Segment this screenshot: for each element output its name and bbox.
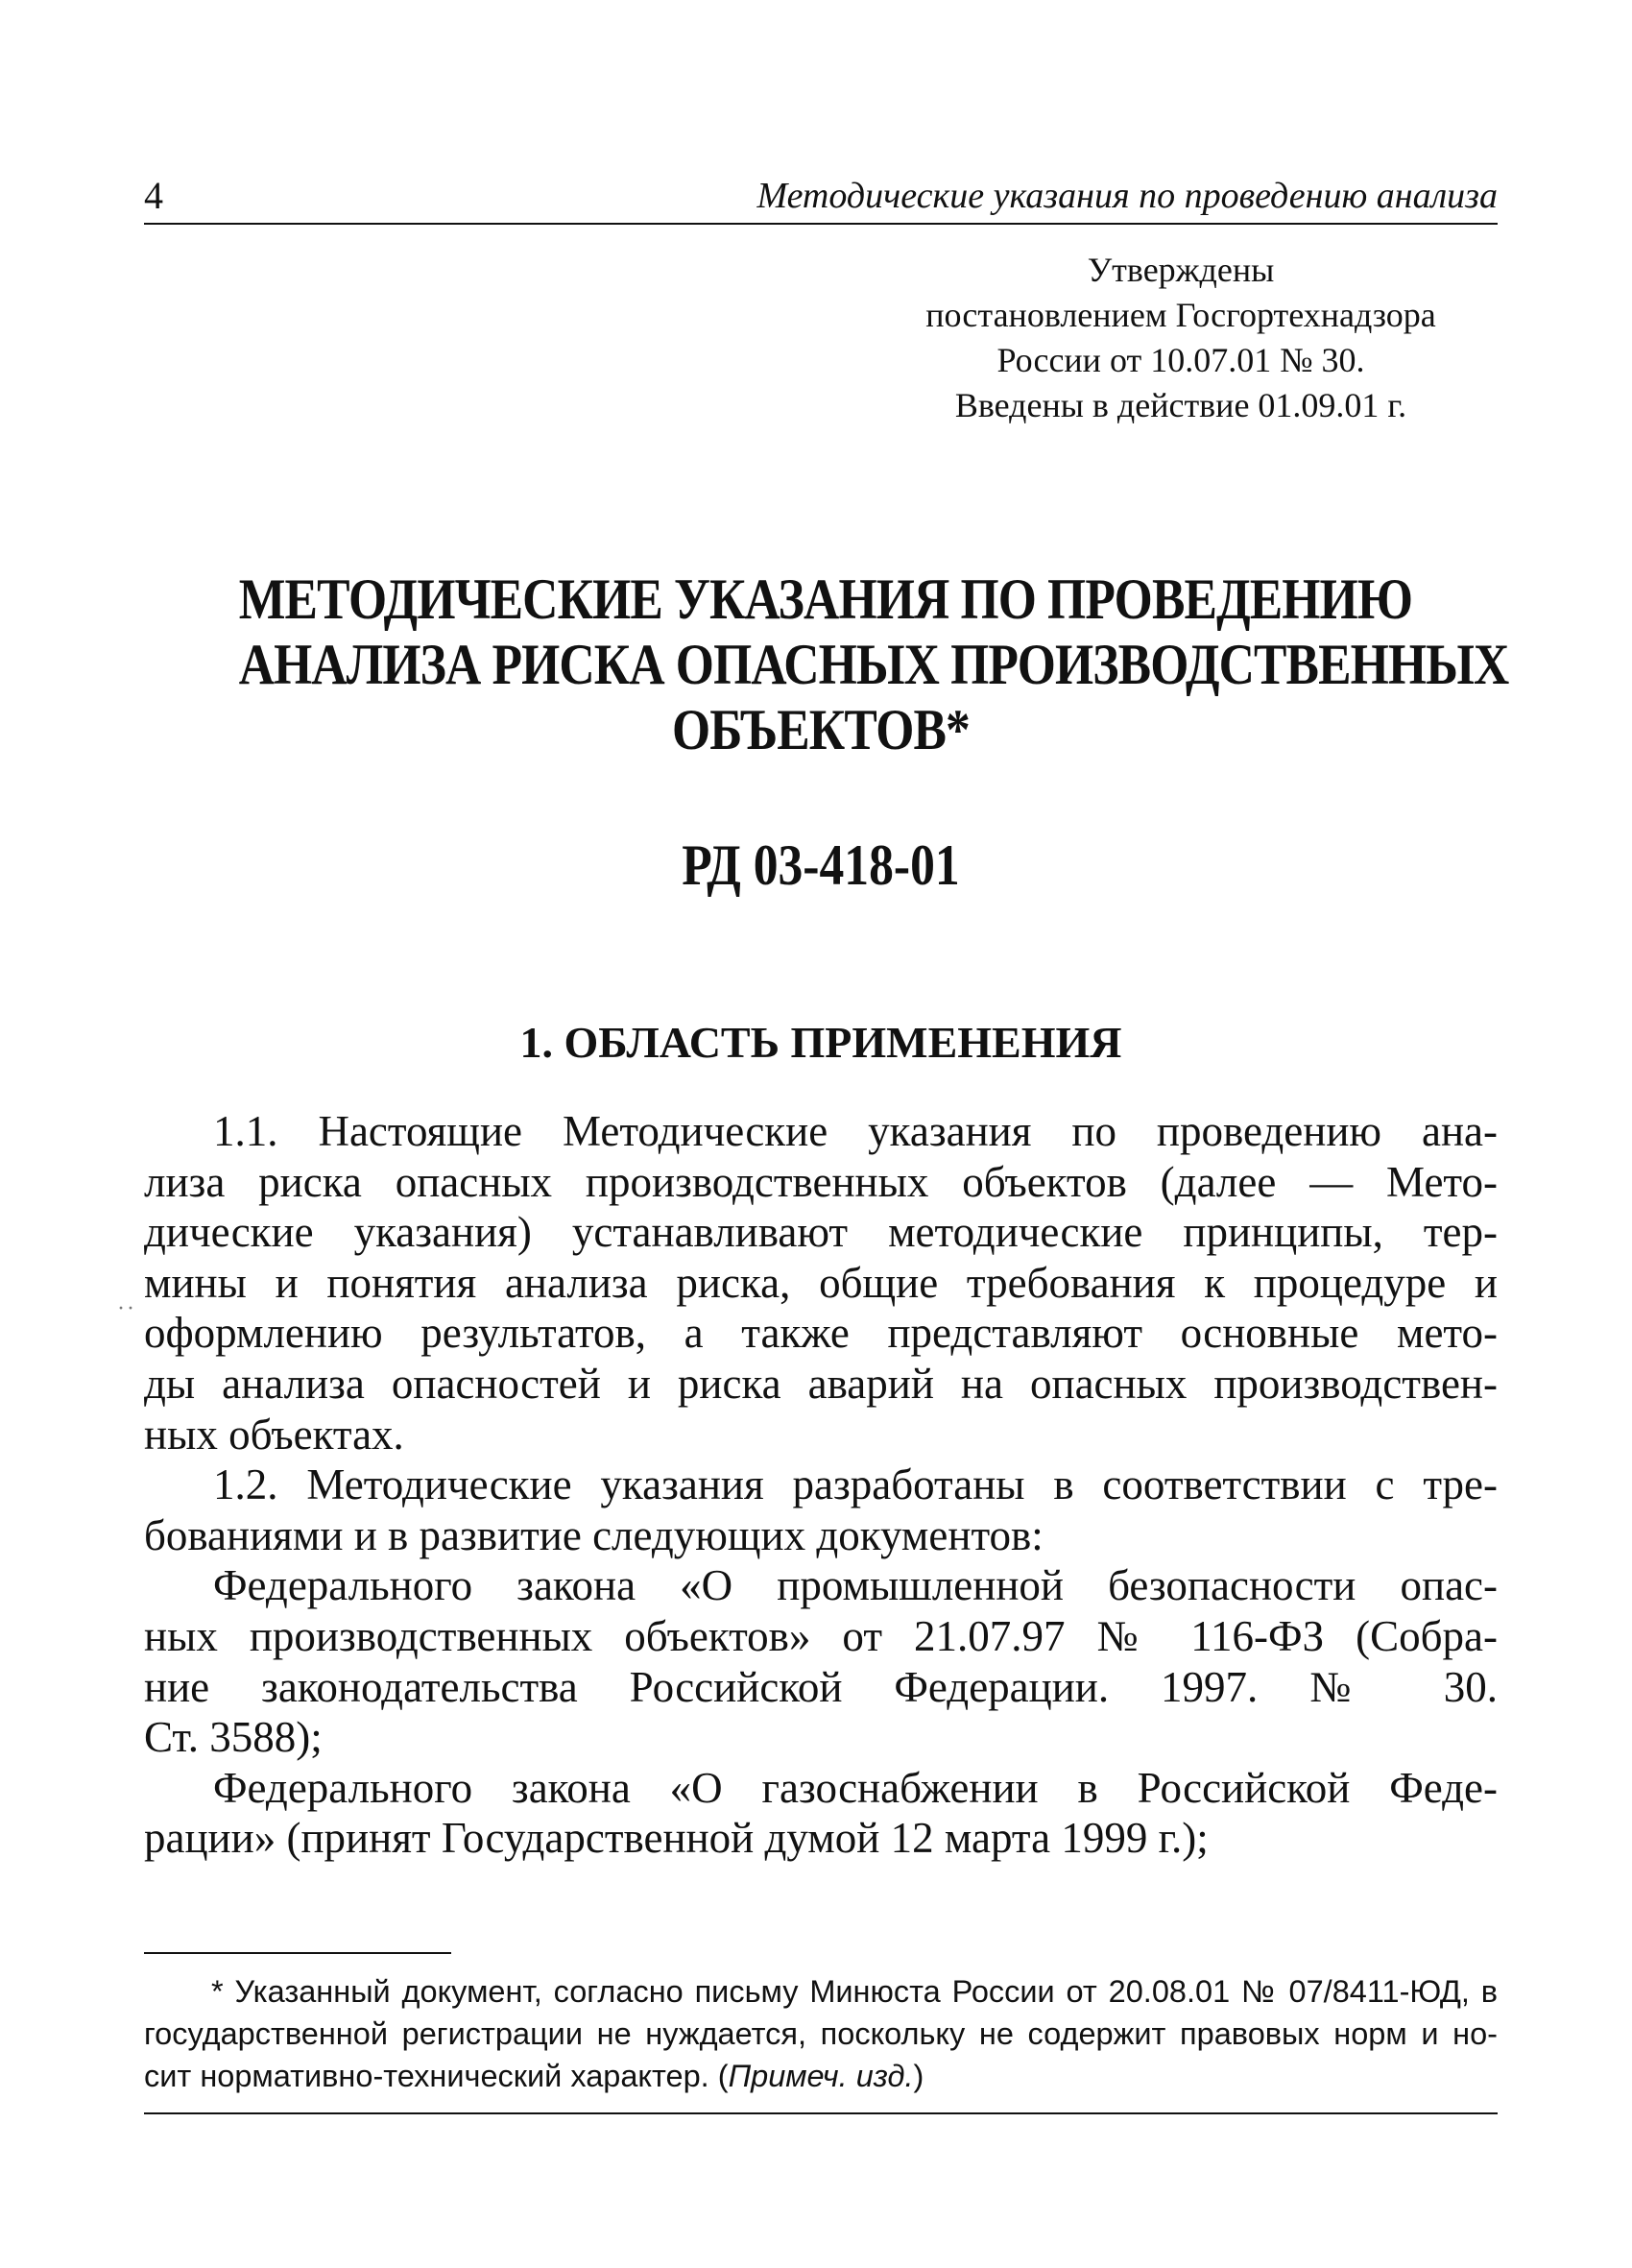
footnote xyxy=(144,1970,1498,2097)
body-line: оформлению результатов, а также представляют основные мето- xyxy=(144,1309,1498,1358)
approval-line: постановлением Госгортехнадзора xyxy=(925,296,1436,334)
approval-line: России от 10.07.01 № 30. xyxy=(996,341,1365,379)
document-title xyxy=(238,567,1509,762)
footnote-line: государственной регистрации не нуждается, поскольку не содержит правовых норм и но- xyxy=(144,2016,1498,2051)
bottom-rule xyxy=(144,2112,1498,2114)
body-line: 1.2. Методические указания разработаны в соответствии с тре- xyxy=(213,1460,1498,1509)
running-header xyxy=(144,173,1498,225)
footnote-separator xyxy=(144,1952,451,1954)
body-line: ных объектах. xyxy=(144,1410,404,1459)
footnote-text: сит нормативно-технический характер. ( xyxy=(144,2059,729,2093)
approval-line: Утверждены xyxy=(1087,251,1275,289)
footnote-text-end: ) xyxy=(913,2059,924,2093)
body-line: бованиями и в развитие следующих документов: xyxy=(144,1510,1044,1559)
running-title: Методические указания по проведению анализа xyxy=(756,176,1498,216)
editor-note: Примеч. изд. xyxy=(728,2059,914,2093)
title-line: ОБЪЕКТОВ* xyxy=(672,698,970,761)
body-line: Федерального закона «О промышленной безопасности опас- xyxy=(213,1561,1498,1610)
body-line: 1.1. Настоящие Методические указания по проведению ана- xyxy=(213,1107,1498,1155)
body-line: лиза риска опасных производственных объектов (далее — Мето- xyxy=(144,1157,1498,1206)
approval-block xyxy=(864,248,1498,428)
document-code: РД 03-418-01 xyxy=(682,833,960,897)
title-line: МЕТОДИЧЕСКИЕ УКАЗАНИЯ ПО ПРОВЕДЕНИЮ xyxy=(238,567,1413,631)
scan-artifact: ·· xyxy=(117,1296,136,1321)
body-line: Федерального закона «О газоснабжении в Российской Феде- xyxy=(213,1763,1498,1812)
body-line: ных производственных объектов» от 21.07.97 № 116-ФЗ (Собра- xyxy=(144,1611,1498,1660)
body-line: Ст. 3588); xyxy=(144,1713,323,1762)
body-line: ние законодательства Российской Федерации. 1997. № 30. xyxy=(144,1662,1498,1711)
body-line: мины и понятия анализа риска, общие требования к процедуре и xyxy=(144,1258,1498,1307)
body-line: ды анализа опасностей и риска аварий на опасных производствен- xyxy=(144,1359,1498,1408)
footnote-line: * Указанный документ, согласно письму Минюста России от 20.08.01 № 07/8411-ЮД, в xyxy=(211,1974,1498,2009)
page-number: 4 xyxy=(144,174,163,217)
body-line: дические указания) устанавливают методические принципы, тер- xyxy=(144,1208,1498,1257)
body-line: рации» (принят Государственной думой 12 марта 1999 г.); xyxy=(144,1814,1209,1863)
section-heading: 1. ОБЛАСТЬ ПРИМЕНЕНИЯ xyxy=(519,1018,1122,1067)
section-body xyxy=(144,1106,1498,1864)
footnote-line xyxy=(144,2055,1498,2097)
approval-line: Введены в действие 01.09.01 г. xyxy=(954,386,1407,424)
title-line: АНАЛИЗА РИСКА ОПАСНЫХ ПРОИЗВОДСТВЕННЫХ xyxy=(238,633,1509,696)
